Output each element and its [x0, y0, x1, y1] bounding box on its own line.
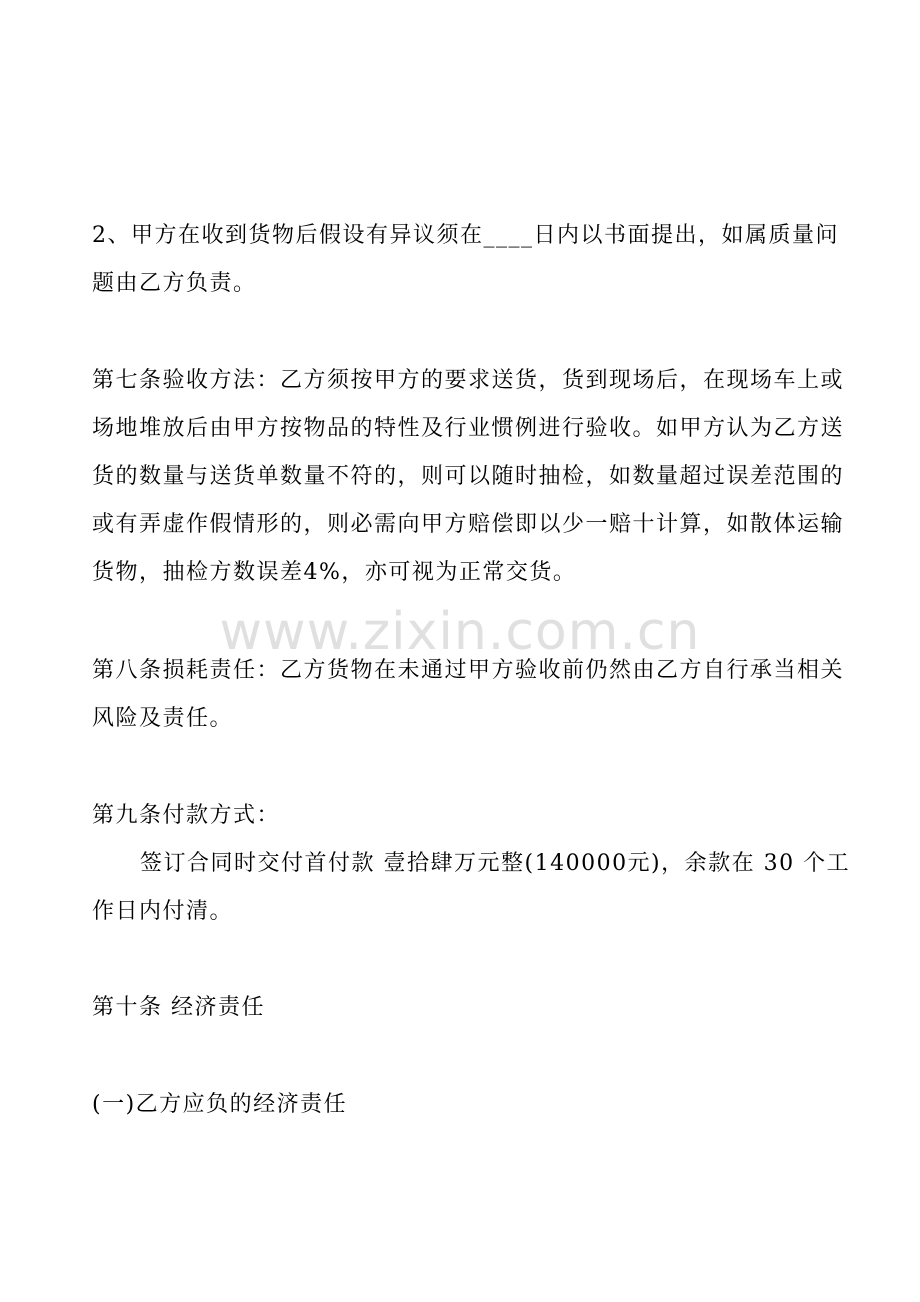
- article-7-line-4: 或有弄虚作假情形的，则必需向甲方赔偿即以少一赔十计算，如散体运输: [92, 512, 845, 537]
- article-7-line-5: 货物，抽检方数误差4%，亦可视为正常交货。: [92, 560, 577, 585]
- article-10-heading: 第十条 经济责任: [92, 995, 265, 1020]
- article-7-line-2: 场地堆放后由甲方按物品的特性及行业惯例进行验收。如甲方认为乙方送: [92, 416, 845, 441]
- watermark-text: www.zixin.com.cn: [219, 602, 701, 662]
- article-9-line-1: 签订合同时交付首付款 壹拾肆万元整(140000元)，余款在 30 个工: [140, 851, 851, 876]
- article-8-line-2: 风险及责任。: [92, 706, 234, 731]
- section-1-heading: (一)乙方应负的经济责任: [92, 1092, 348, 1117]
- article-8-line-1: 第八条损耗责任：乙方货物在未通过甲方验收前仍然由乙方自行承当相关: [92, 658, 845, 683]
- article-9-line-2: 作日内付清。: [92, 899, 234, 924]
- article-7-line-1: 第七条验收方法：乙方须按甲方的要求送货，货到现场后，在现场车上或: [92, 368, 845, 393]
- article-7-line-3: 货的数量与送货单数量不符的，则可以随时抽检，如数量超过误差范围的: [92, 464, 845, 489]
- article-9-heading: 第九条付款方式：: [92, 803, 281, 828]
- clause-2-line-2: 题由乙方负责。: [92, 271, 257, 296]
- clause-2-line-1: 2、甲方在收到货物后假设有异议须在____日内以书面提出，如属质量问: [92, 223, 839, 248]
